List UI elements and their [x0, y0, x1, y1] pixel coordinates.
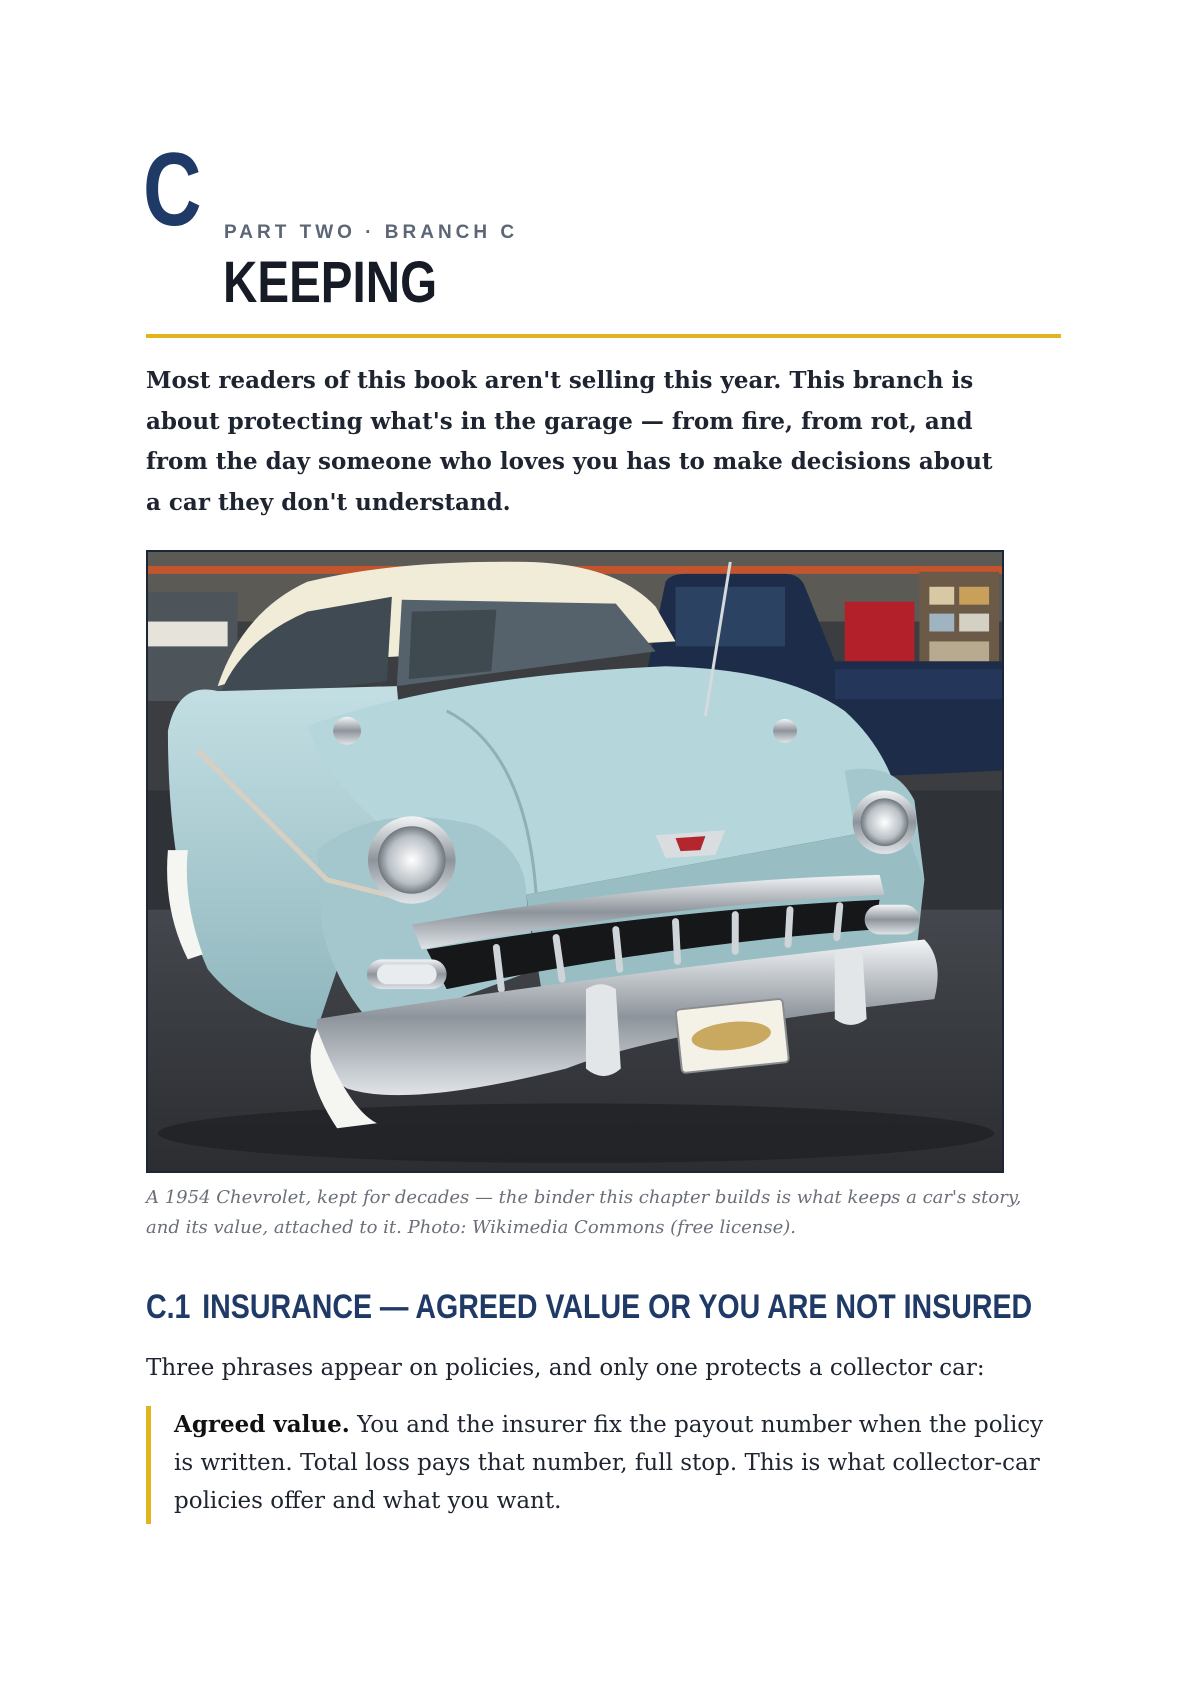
- chapter-letter: C: [143, 132, 202, 248]
- callout-body: You and the insurer fix the payout number when the policy is written. Total loss pays that number, full stop. This is what collector-car policies offer and what you want.: [174, 1412, 1044, 1514]
- title-rule: [146, 334, 1061, 338]
- car-photo: [146, 550, 1004, 1173]
- part-label: PART TWO · BRANCH C: [224, 222, 519, 243]
- section-number: C.1: [146, 1288, 191, 1326]
- photo-caption: A 1954 Chevrolet, kept for decades — the binder this chapter builds is what keeps a car's story, and its value, attached to it. Photo: Wikimedia Commons (free license).: [146, 1187, 1022, 1238]
- agreed-value-callout: [146, 1406, 1046, 1524]
- callout-term: Agreed value.: [174, 1411, 350, 1438]
- section-lead-paragraph: Three phrases appear on policies, and only one protects a collector car:: [146, 1355, 985, 1381]
- section-heading: [146, 1287, 1036, 1327]
- chapter-title: KEEPING: [223, 250, 438, 315]
- car-photo-illustration: [148, 552, 1002, 1171]
- section-title: INSURANCE — AGREED VALUE OR YOU ARE NOT INSURED: [202, 1288, 1033, 1326]
- intro-paragraph: Most readers of this book aren't selling this year. This branch is about protecting what's in the garage — from fire, from rot, and from the day someone who loves you has to make decisions about a car they don't understand.: [146, 367, 993, 516]
- callout-text: [151, 1406, 1046, 1520]
